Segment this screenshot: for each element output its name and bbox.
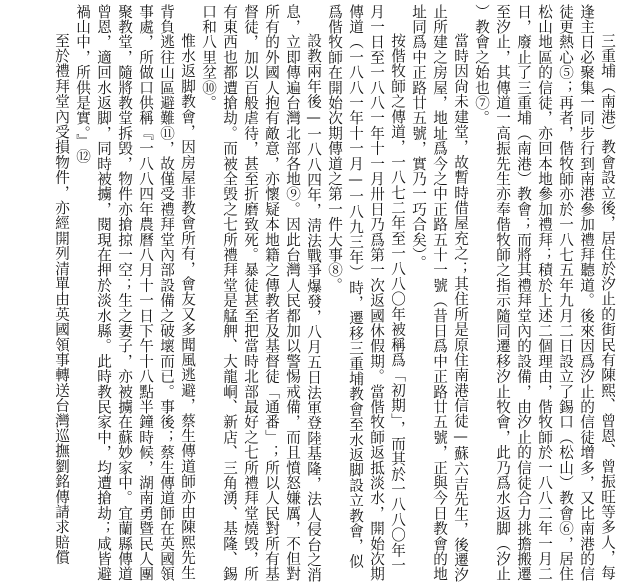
paragraph-compensation: 至於禮拜堂內受損物件，亦經開列清單由英國領事轉送台灣巡撫劉銘傳請求賠償 [53, 33, 70, 566]
paragraph-mission-periods: 按偕牧師之傳道，一八七二年至一八八〇年被稱爲「初期」，而其於一八八〇年一月一日至一八八一年十一月卅日乃爲第一次返國休假期。當偕牧師返抵淡水，開始次期傳道（一八八一年十一月—一八九三年）時，遷移三重埔教會至水返脚設立教會，似爲偕牧師在開始次期傳道之第一件大事⑧。 [326, 4, 406, 582]
paragraph-suifanjiao-church: 惟水返脚教會，因房屋非教會所有，會友又多聞風逃避，蔡生傳道師亦由陳熙先生背負逃往山區避難⑪，故僅受禮拜堂內部設備之破壞而已。事後；蔡生傳道師在英國領事處，所做口供稱『一八八四年農曆八月十一日下午十八點半鐘時候，湖南勇暨民人團聚教堂，隨將教堂拆毁，物件亦搶掠一空；生之妻子，亦被擄在蘇妙家中。宜蘭縣傳道曾恩，適回水返脚，同時被擄，閱現在押於淡水縣。此時教民家中，均遭搶劫；咸皆避禍山中，所供是實。』⑫ [74, 4, 196, 582]
paragraph-sino-french-war: 設教兩年後—一八八四年，淸法戰爭爆發，八月五日法軍登陸基隆，法人侵台之消息，立即傳遍台灣北部各地⑨。因此台灣人民都加以警惕戒備，而且憤怒嫌厲，不但對所有的外國人抱有敵意，亦懷疑本地籍之傳教者及基督徒「通番」；所以人民對所有基督徒，加以百般虐待，甚至折磨致死。暴徒甚至把當時北部最好之七所禮拜堂燒毁，所有東西也都遭搶劫。而被全毁之七所禮拜堂是艋舺、大龍峒、新店、三角湧、基隆、錫口和八里坌⑩。 [200, 4, 322, 583]
paragraph-sanchongpu-church: 三重埔（南港）教會設立後，居住於汐止的街民有陳熙、曾恩、曾振旺等多人，每逢主日必聚集一同步行到南港參加禮拜聽道。後來因爲汐止的信徒增多，又比南港的信徒更熱心⑤；再者，偕牧師亦於一八七五年九月二日設立了錫口（松山）教會⑥，居住松山地區的信徒，亦回本地參加禮拜；積於上述二個理由，偕牧師於一八八二年一月二日，廢止了三重埔（南港）教會；而將其禮拜堂內的設備，由汐止的信徒合力挑擔搬遷至汐止，其傳道一高振先生亦奉偕牧師之指示隨同遷移汐止牧會，此乃爲水返脚（汐止）教會之始也⑦。 [473, 4, 616, 582]
vertical-text-body [6, 4, 618, 583]
paragraph-temporary-house: 當時因尙未建堂，故暫時借屋充之；其住所是原住南港信徒—蘇六吉先生，後遷汐止所建之房屋，地址爲今之中正路五十一號（昔日爲中正路廿五號，正與今日教會的地址同爲中正路廿五號，實乃一巧合矣）。 [410, 4, 469, 583]
